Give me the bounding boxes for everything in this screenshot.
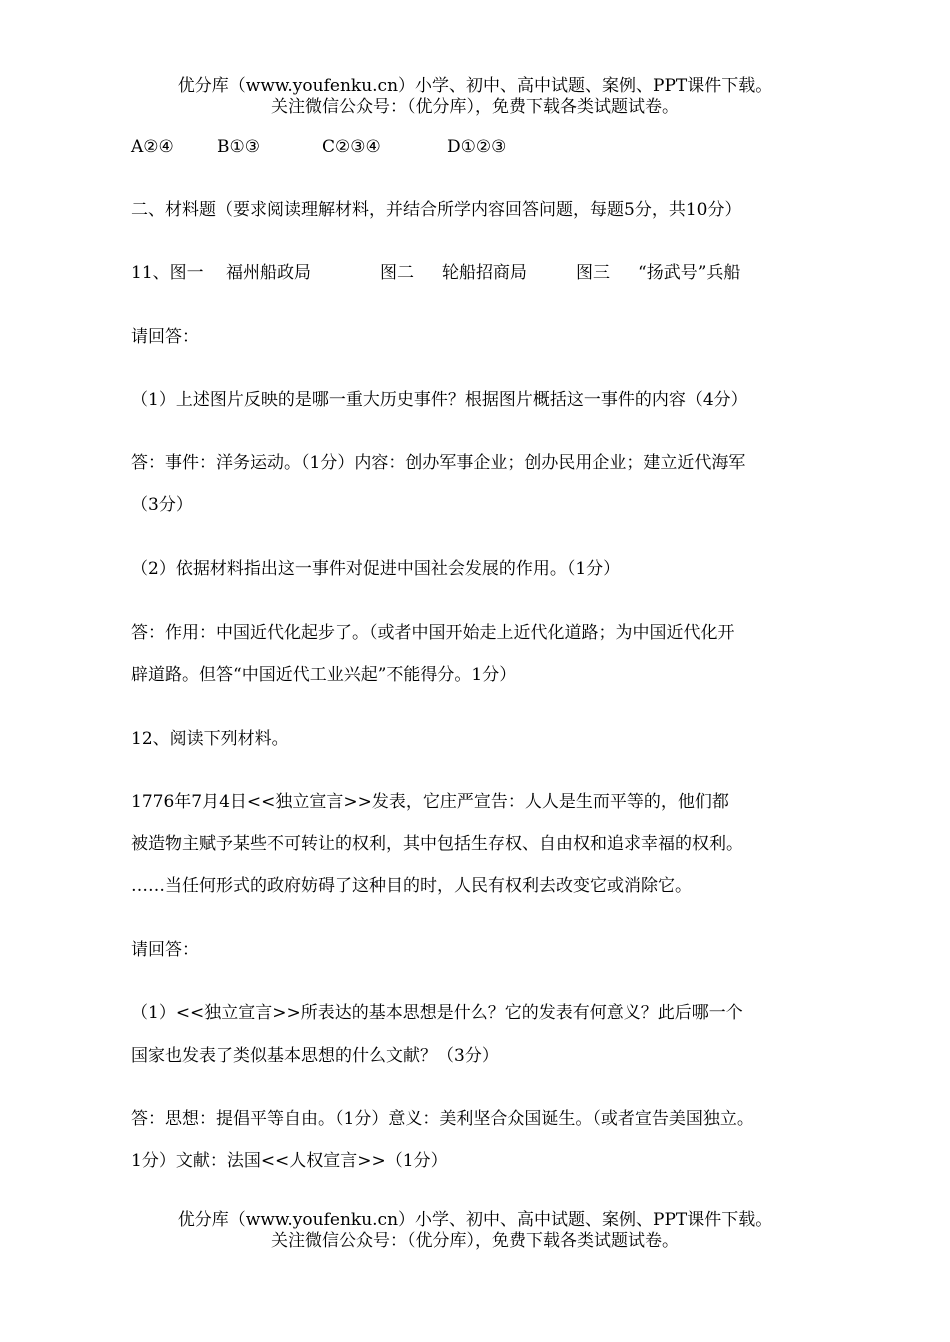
footer-line-1: 优分库（www.youfenku.cn）小学、初中、高中试题、案例、PPT课件下载。: [177, 1210, 773, 1230]
q11-answer-1-line-2: （3分）: [131, 495, 193, 515]
fig3-number: 图三: [576, 263, 610, 283]
q12-answer-1-line-2: 1分）文献：法国<<人权宣言>>（1分）: [131, 1151, 448, 1171]
q11-answer-2-line-1: 答：作用：中国近代化起步了。（或者中国开始走上近代化道路；为中国近代化开: [131, 623, 735, 643]
q11-prompt: 请回答：: [131, 327, 199, 347]
q11-sub-question-2: （2）依据材料指出这一事件对促进中国社会发展的作用。（1分）: [131, 559, 621, 579]
option-a: A②④: [131, 137, 174, 157]
fig2-caption: 轮船招商局: [442, 263, 527, 283]
page-footer: [0, 1210, 950, 1252]
option-b: B①③: [217, 137, 260, 157]
q12-title: 12、阅读下列材料。: [131, 729, 289, 749]
header-line-1: 优分库（www.youfenku.cn）小学、初中、高中试题、案例、PPT课件下载。: [177, 76, 773, 96]
q12-material-line-2: 被造物主赋予某些不可转让的权利，其中包括生存权、自由权和追求幸福的权利。: [131, 834, 743, 854]
fig3-caption: “扬武号”兵船: [638, 263, 741, 283]
fig1-caption: 福州船政局: [226, 263, 311, 283]
q11-figure-captions: [131, 262, 740, 284]
page-header: [0, 76, 950, 118]
option-c: C②③④: [322, 137, 381, 157]
answer-options: [131, 136, 506, 158]
q12-answer-1-line-1: 答：思想：提倡平等自由。（1分）意义：美利坚合众国诞生。（或者宣告美国独立。: [131, 1109, 754, 1129]
q11-sub-question-1: （1）上述图片反映的是哪一重大历史事件？根据图片概括这一事件的内容（4分）: [131, 390, 748, 410]
fig2-number: 图二: [380, 263, 414, 283]
q11-answer-1-line-1: 答：事件：洋务运动。（1分）内容：创办军事企业；创办民用企业；建立近代海军: [131, 453, 746, 473]
q12-material-line-3: ……当任何形式的政府妨碍了这种目的时，人民有权利去改变它或消除它。: [131, 876, 692, 896]
q12-sub-question-1-line-1: （1）<<独立宣言>>所表达的基本思想是什么？它的发表有何意义？此后哪一个: [131, 1003, 743, 1023]
q11-answer-2-line-2: 辟道路。但答“中国近代工业兴起”不能得分。1分）: [131, 665, 517, 685]
section-2-title: 二、材料题（要求阅读理解材料，并结合所学内容回答问题，每题5分，共10分）: [131, 200, 742, 220]
q12-material-line-1: 1776年7月4日<<独立宣言>>发表，它庄严宣告：人人是生而平等的，他们都: [131, 792, 729, 812]
header-line-2: 关注微信公众号：（优分库），免费下载各类试题试卷。: [271, 97, 679, 117]
footer-line-2: 关注微信公众号：（优分库），免费下载各类试题试卷。: [271, 1231, 679, 1251]
q11-number-fig1: 11、图一: [131, 263, 204, 283]
q12-sub-question-1-line-2: 国家也发表了类似基本思想的什么文献？（3分）: [131, 1046, 499, 1066]
q12-prompt: 请回答：: [131, 940, 199, 960]
option-d: D①②③: [447, 137, 507, 157]
